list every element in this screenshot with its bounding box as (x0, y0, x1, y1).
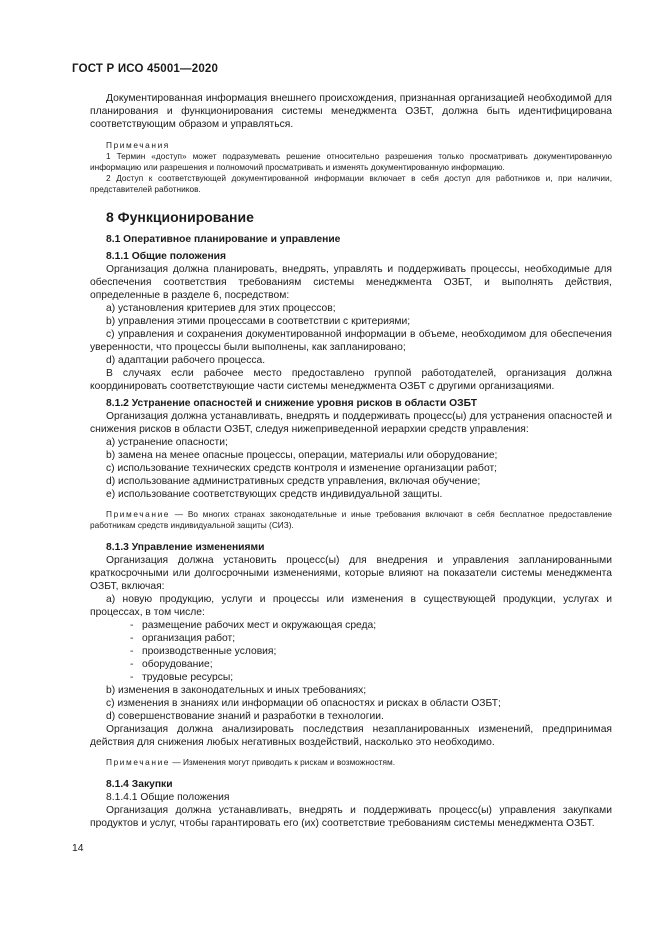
sub-list-item: - организация работ; (130, 633, 236, 644)
sub-list-item: - трудовые ресурсы; (130, 672, 234, 683)
page-content (90, 92, 612, 830)
list-item: c) изменения в знаниях или информации об опасностях и рисках в области ОЗБТ; (106, 698, 501, 709)
section-8-1-2-note (90, 509, 612, 531)
note-label: Примечание (106, 757, 171, 767)
section-8-1-1-heading: 8.1.1 Общие положения (106, 251, 226, 262)
note-label: Примечание (106, 509, 171, 519)
list-item: a) установления критериев для этих процессов; (106, 303, 336, 314)
section-8-1-3-paragraph-2: Организация должна анализировать последствия незапланированных изменений, предпринимая действия для снижения любых негативных воздействий, насколько это необходимо. (90, 724, 612, 748)
note-text: — Во многих странах законодательные и иные требования включают в себя бесплатное предоставление работникам средств индивидуальной защиты (СИЗ). (90, 509, 612, 530)
sub-list-item: - размещение рабочих мест и окружающая среда; (130, 620, 377, 631)
section-8-1-2-heading: 8.1.2 Устранение опасностей и снижение уровня рисков в области ОЗБТ (106, 398, 478, 409)
section-8-1-3-note (90, 757, 612, 768)
section-8-1-heading: 8.1 Оперативное планирование и управление (106, 234, 341, 245)
list-item: a) новую продукцию, услуги и процессы или изменения в существующей продукции, услугах и процессах, в том числе: (90, 594, 612, 618)
section-8-1-4-1-heading: 8.1.4.1 Общие положения (106, 792, 230, 803)
list-item: b) изменения в законодательных и иных требованиях; (106, 685, 367, 696)
list-item: b) управления этими процессами в соответствии с критериями; (106, 316, 411, 327)
standard-header: ГОСТ Р ИСО 45001—2020 (72, 63, 219, 75)
sub-list-item: - оборудование; (130, 659, 213, 670)
notes-label: Примечания (106, 140, 170, 150)
sub-list-item: - производственные условия; (130, 646, 277, 657)
section-8-1-4-1-paragraph: Организация должна устанавливать, внедрять и поддерживать процесс(ы) управления закупками продуктов и услуг, чтобы гарантировать его (их) соответствие требованиям системы менеджмента ОЗБТ. (90, 805, 612, 829)
section-8-1-3-heading: 8.1.3 Управление изменениями (106, 542, 265, 553)
page-number: 14 (72, 843, 84, 854)
section-8-1-1-paragraph: Организация должна планировать, внедрять, управлять и поддерживать процессы, необходимые для обеспечения соответствия требованиям системы менеджмента ОЗБТ, и выполнять действия, определенные в разделе 6, посредством: (90, 264, 612, 301)
section-8-1-2-paragraph: Организация должна устанавливать, внедрять и поддерживать процесс(ы) для устранения опасностей и снижения рисков в области ОЗБТ, следуя нижеприведенной иерархии средств управления: (90, 411, 612, 435)
list-item: a) устранение опасности; (106, 437, 228, 448)
list-item: d) использование административных средств управления, включая обучение; (106, 476, 481, 487)
section-8-heading: 8 Функционирование (106, 209, 254, 225)
note-text: — Изменения могут приводить к рискам и возможностям. (170, 757, 395, 767)
list-item: b) замена на менее опасные процессы, операции, материалы или оборудование; (106, 450, 498, 461)
section-8-1-4-heading: 8.1.4 Закупки (106, 779, 173, 790)
list-item: c) управления и сохранения документированной информации в объеме, необходимом для обеспечения уверенности, что процессы были выполнены, как запланировано; (90, 329, 612, 353)
note-2: 2 Доступ к соответствующей документированной информации включает в себя доступ для работников и, при наличии, представителей работников. (90, 173, 612, 194)
note-1: 1 Термин «доступ» может подразумевать решение относительно разрешения только просматривать документированную информацию или разрешения и полномочий просматривать и изменять документированную информацию. (90, 151, 612, 172)
list-item: d) адаптации рабочего процесса. (106, 355, 266, 366)
intro-paragraph: Документированная информация внешнего происхождения, признанная организацией необходимой для планирования и функционирования системы менеджмента ОЗБТ, должна быть идентифицирована соответствующим образом и управляться. (90, 93, 612, 130)
list-item: c) использование технических средств контроля и изменение организации работ; (106, 463, 498, 474)
list-item: d) совершенствование знаний и разработки в технологии. (106, 711, 384, 722)
list-item: e) использование соответствующих средств индивидуальной защиты. (106, 489, 443, 500)
section-8-1-1-paragraph-2: В случаях если рабочее место предоставлено группой работодателей, организация должна координировать соответствующие части системы менеджмента ОЗБТ с другими организациями. (90, 368, 612, 392)
section-8-1-3-paragraph: Организация должна установить процесс(ы) для внедрения и управления запланированными краткосрочными или долгосрочными изменениями, которые влияют на показатели системы менеджмента ОЗБТ, включая: (90, 555, 612, 592)
